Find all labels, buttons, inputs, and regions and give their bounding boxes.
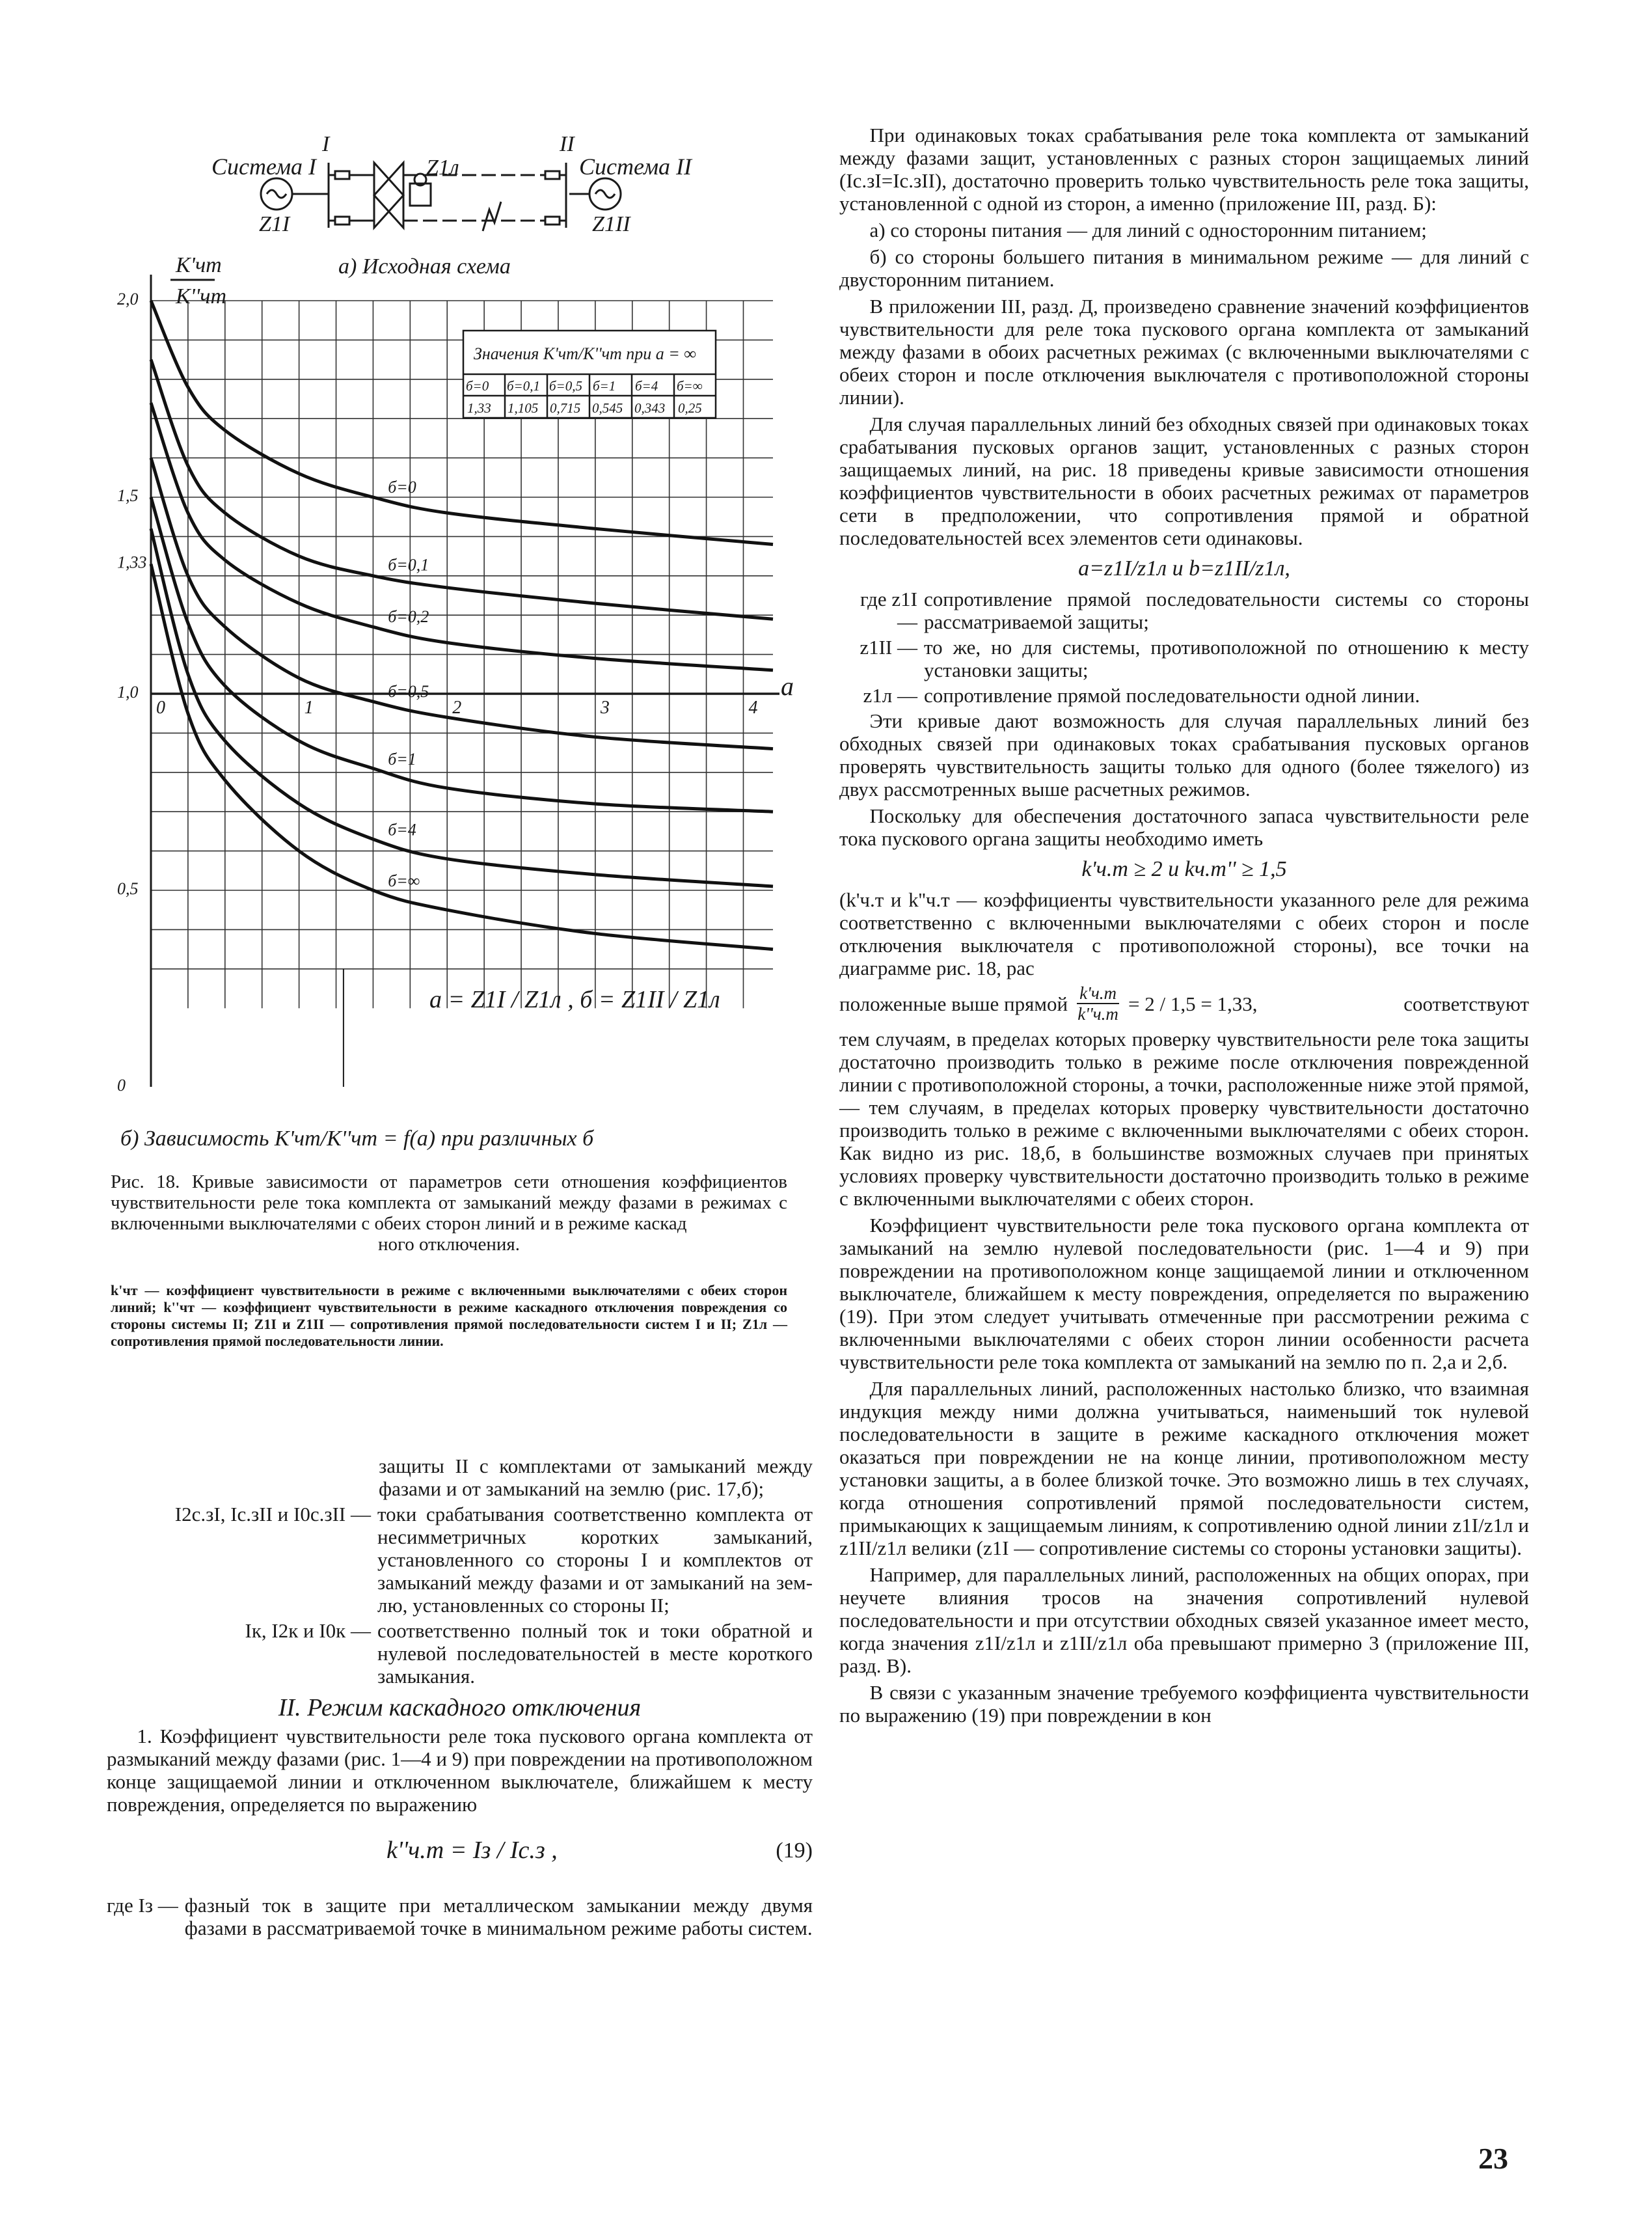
right-p8b-eq: = 2 / 1,5 = 1,33, — [1128, 992, 1258, 1015]
right-p8b-pre: положенные выше прямой — [839, 992, 1068, 1015]
ratio-table-title: Значения K'чт/K''чт при a = ∞ — [474, 344, 696, 363]
right-p12: В связи с указанным значение требуемого коэффициента чувствительности по выражению (19) при повреждении в кон — [839, 1681, 1529, 1727]
right-def3-text: сопротивление прямой последовательности одной линии. — [924, 684, 1420, 707]
system2-label: Система II — [579, 154, 692, 180]
system1-label: Система I — [211, 154, 317, 180]
right-column — [839, 124, 1529, 1730]
x-tick-label: 0 — [156, 698, 165, 718]
page-number: 23 — [1478, 2142, 1508, 2175]
series-label: б=0,5 — [388, 681, 429, 701]
formula-19-number: (19) — [776, 1839, 813, 1863]
ratio-table-value: 0,715 — [550, 400, 581, 416]
left-def3-text: фазный ток в защите при металлическом замыкании между двумя фазами в рассматриваемой точке в минимальном режиме работы систем. — [184, 1894, 813, 1939]
right-p7: Поскольку для обеспечения достаточного запаса чувствительности реле тока пускового органа защиты необходимо иметь — [839, 804, 1529, 850]
ratio-table-value: 0,25 — [678, 400, 702, 416]
x-tick-label: 3 — [600, 698, 610, 718]
x-tick-label: 4 — [748, 698, 758, 718]
ratio-table-header: б=4 — [635, 378, 658, 394]
y-tick-label: 0,5 — [117, 879, 139, 898]
right-p8b-frac — [1077, 983, 1119, 1024]
right-def1-term: где z1I — — [860, 588, 917, 633]
ratio-table-value: 0,545 — [592, 400, 623, 416]
right-p8b-post: соответствуют — [1403, 992, 1529, 1015]
right-def2-term: z1II — — [860, 636, 917, 659]
right-p9: Коэффициент чувствительности реле тока пускового органа комплекта от замыканий на землю нулевой последовательности (рис. 1—4 и 9) при повреждении на противоположном конце защищаемой линии и отключенном выключателе, ближайшем к месту повреждения, определяется по выражению (19). При этом следует учитывать отмеченные при рассмотрении режима с включенными выключателями с обеих сторон линии особенности расчета чувствительности реле тока комплекта от замыканий на землю по п. 2,а и 2,б. — [839, 1214, 1529, 1373]
section-heading: II. Режим каскадного отключения — [278, 1694, 642, 1721]
right-p2: а) со стороны питания — для линий с односторонним питанием; — [869, 219, 1427, 241]
right-def1-text: сопротивление прямой последовательности системы со стороны рассматриваемой защиты; — [924, 588, 1529, 633]
schematic-subtitle: а) Исходная схема — [338, 254, 511, 279]
series-line — [151, 528, 773, 886]
series-label: б=0 — [388, 477, 416, 497]
ratio-table-header: б=1 — [593, 378, 616, 394]
zline-label: Z1л — [426, 156, 459, 180]
bus1-label: I — [322, 132, 330, 156]
right-p5: Для случая параллельных линий без обходных связей при одинаковых токах срабатывания пусковых органов защит, установленных с разных сторон защищаемых линий, на рис. 18 приведены кривые зависимости отношения коэффициентов чувствительности в обоих расчетных режимах от параметров сети в предположении, что сопротивления прямой и обратной последовательностей всех элементов сети одинаковы. — [839, 413, 1529, 549]
right-p6: Эти кривые дают возможность для случая параллельных линий без обходных связей при одинаковых токах срабатывания пусковых органов проверять чувствительность защиты только для одного (более тяжелого) из двух рассмотренных выше расчетных режимов. — [839, 709, 1529, 800]
fault-icon — [483, 202, 501, 231]
x-tick-label: 2 — [452, 698, 462, 718]
right-p8b-frac-den: k''ч.т — [1077, 1004, 1118, 1024]
x-axis-label: a — [781, 672, 794, 701]
formula-ab: a=z1I/z1л и b=z1II/z1л, — [1078, 556, 1290, 581]
ratio-table-value: 0,343 — [634, 400, 666, 416]
chart-annotation: a = Z1I / Z1л , б = Z1II / Z1л — [429, 986, 720, 1013]
right-p8b-frac-num: k'ч.т — [1077, 983, 1119, 1004]
y-tick-label: 1,0 — [117, 683, 139, 702]
chart-title: б) Зависимость K'чт/K''чт = f(a) при различных б — [120, 1127, 594, 1151]
left-def3-term: где Iз — — [107, 1894, 178, 1917]
formula-k: k'ч.т ≥ 2 и kч.т'' ≥ 1,5 — [1081, 857, 1287, 881]
left-column — [107, 1455, 813, 1942]
ratio-table-header: б=0,1 — [507, 378, 540, 394]
series-label: б=4 — [388, 820, 416, 840]
schematic-diagram — [211, 132, 693, 279]
right-p8c: тем случаям, в пределах которых проверку чувствительности реле тока защиты достаточно производить только в режиме после отключения поврежденной линии с противоположной стороны, а точки, расположенные ниже этой прямой, — тем случаям, в пределах которых проверку чувствительности достаточно производить только в режиме с включенными выключателями с обеих сторон. Как видно из рис. 18,б, в большинстве возможных случаев при принятых условиях проверку чувствительности достаточно производить только в режиме с включенными выключателями с обеих сторон. — [839, 1028, 1529, 1210]
y-tick-label: 1,33 — [117, 553, 147, 572]
left-def1 — [107, 1503, 813, 1617]
figure-caption — [111, 1171, 787, 1255]
left-def2-text: соответственно полный ток и токи обратной и нулевой последовательностей в месте короткого замыкания. — [377, 1619, 813, 1688]
zsys1-label: Z1I — [259, 212, 290, 236]
right-def3-term: z1л — — [863, 684, 917, 707]
right-def3 — [839, 684, 1529, 707]
left-def2-term: Iк, I2к и I0к — — [245, 1619, 371, 1642]
series-line — [151, 564, 773, 950]
figure-18 — [0, 0, 820, 1158]
y-axis-label-num: K'чт — [176, 253, 222, 277]
caption-lead: Рис. 18. Кривые зависимости от параметров сети отношения коэффициентов чувствительности реле тока комплекта от замыканий между фазами в режимах с включенными выключателями с обеих сторон линий и в режиме каскад — [111, 1171, 787, 1234]
ratio-table-value: 1,33 — [467, 400, 491, 416]
ratio-table — [463, 331, 716, 418]
formula-19 — [107, 1820, 813, 1891]
y-axis-label-den: K''чт — [176, 284, 226, 308]
right-p8b — [839, 983, 1529, 1024]
left-def1-term: I2с.зI, Iс.зII и I0с.зII — — [174, 1503, 371, 1525]
left-cont1: защиты II с комплектами от замыканий между фазами и от замыканий на землю (рис. 17,б); — [379, 1455, 813, 1500]
left-def2 — [107, 1619, 813, 1688]
right-p10: Для параллельных линий, расположенных настолько близко, что взаимная индукция между ними должна учитываться, наименьший ток нулевой последовательности в защите в режиме каскадного отключения может оказаться при повреждении не на конце линии, противоположном месту установки защиты, а в более близкой точке. Это возможно лишь в тех случаях, когда отношения сопротивлений прямой последовательности систем, примыкающих к защищаемым линиям, к сопротивлению одной линии z1I/z1л и z1II/z1л велики (z1I — сопротивление системы со стороны установки защиты). — [839, 1377, 1529, 1559]
y-tick-label: 0 — [117, 1076, 126, 1095]
series-label: б=∞ — [388, 871, 420, 891]
y-tick-label: 1,5 — [117, 486, 139, 505]
ratio-table-value: 1,105 — [508, 400, 539, 416]
left-p1: 1. Коэффициент чувствительности реле тока пускового органа комплекта от размыканий между фазами (рис. 1—4 и 9) при повреждении на противоположном конце защищаемой линии и отключенном выключателе, ближайшем к месту повреждения, определяется по выражению — [107, 1725, 813, 1816]
right-def2 — [839, 636, 1529, 681]
series-label: б=0,1 — [388, 555, 429, 575]
right-p3: б) со стороны большего питания в минимальном режиме — для линий с двусторонним питанием. — [839, 245, 1529, 291]
caption-tail: ного отключения. — [378, 1234, 520, 1255]
left-def1-text: токи срабатывания соответственно комплекта от несимметричных коротких замыканий, установленного со стороны I и комплектов от замыканий между фазами и от замыканий на землю, установленных со стороны II; — [377, 1503, 813, 1617]
right-def1 — [839, 588, 1529, 633]
ratio-table-header: б=∞ — [677, 378, 703, 394]
x-tick-label: 1 — [304, 698, 314, 718]
right-p8a: (k'ч.т и k''ч.т — коэффициенты чувствительности указанного реле для режима соответственно с включенными выключателями с обеих сторон и после отключения выключателя с противоположной стороны), все точки на диаграмме рис. 18, рас — [839, 888, 1529, 979]
series-label: б=0,2 — [388, 607, 429, 627]
zsys2-label: Z1II — [592, 212, 630, 236]
formula-19-text: k''ч.т = Iз / Iс.з , — [386, 1837, 558, 1864]
left-def3 — [107, 1894, 813, 1939]
right-p11: Например, для параллельных линий, расположенных на общих опорах, при неучете влияния тросов на значения сопротивлений нулевой последовательности и при отсутствии обходных связей указанное имеет место, когда значения z1I/z1л и z1II/z1л оба превышают примерно 3 (приложение III, разд. В). — [839, 1563, 1529, 1677]
right-p4: В приложении III, разд. Д, произведено сравнение значений коэффициентов чувствительности для реле тока пускового органа комплекта от замыканий между фазами в обоих расчетных режимах (с включенными выключателями с обеих сторон и после отключения выключателя с противоположной стороны линии). — [839, 295, 1529, 409]
ratio-table-header: б=0,5 — [549, 378, 582, 394]
series-label: б=1 — [388, 749, 416, 769]
caption-notes: k'чт — коэффициент чувствительности в режиме с включенными выключателями с обеих сторон линий; k''чт — коэффициент чувствительности в режиме каскадного отключения повреждения со стороны системы II; Z1I и Z1II — сопротивления прямой последовательности систем I и II; Z1л — сопротивления прямой последовательности линии. — [111, 1282, 787, 1349]
right-def2-text: то же, но для системы, противоположной по отношению к месту установки защиты; — [924, 636, 1529, 681]
bus2-label: II — [560, 132, 575, 156]
protection-relay-icon — [374, 163, 403, 228]
y-tick-label: 2,0 — [117, 290, 139, 308]
right-p1: При одинаковых токах срабатывания реле тока комплекта от замыканий между фазами защит, установленных с разных сторон защищаемых линий (Iс.зI=Iс.зII), достаточно проверить только чувствительность реле тока защиты, установленной с одной из сторон, а именно (приложение III, разд. Б): — [839, 124, 1529, 215]
ratio-table-header: б=0 — [466, 378, 489, 394]
